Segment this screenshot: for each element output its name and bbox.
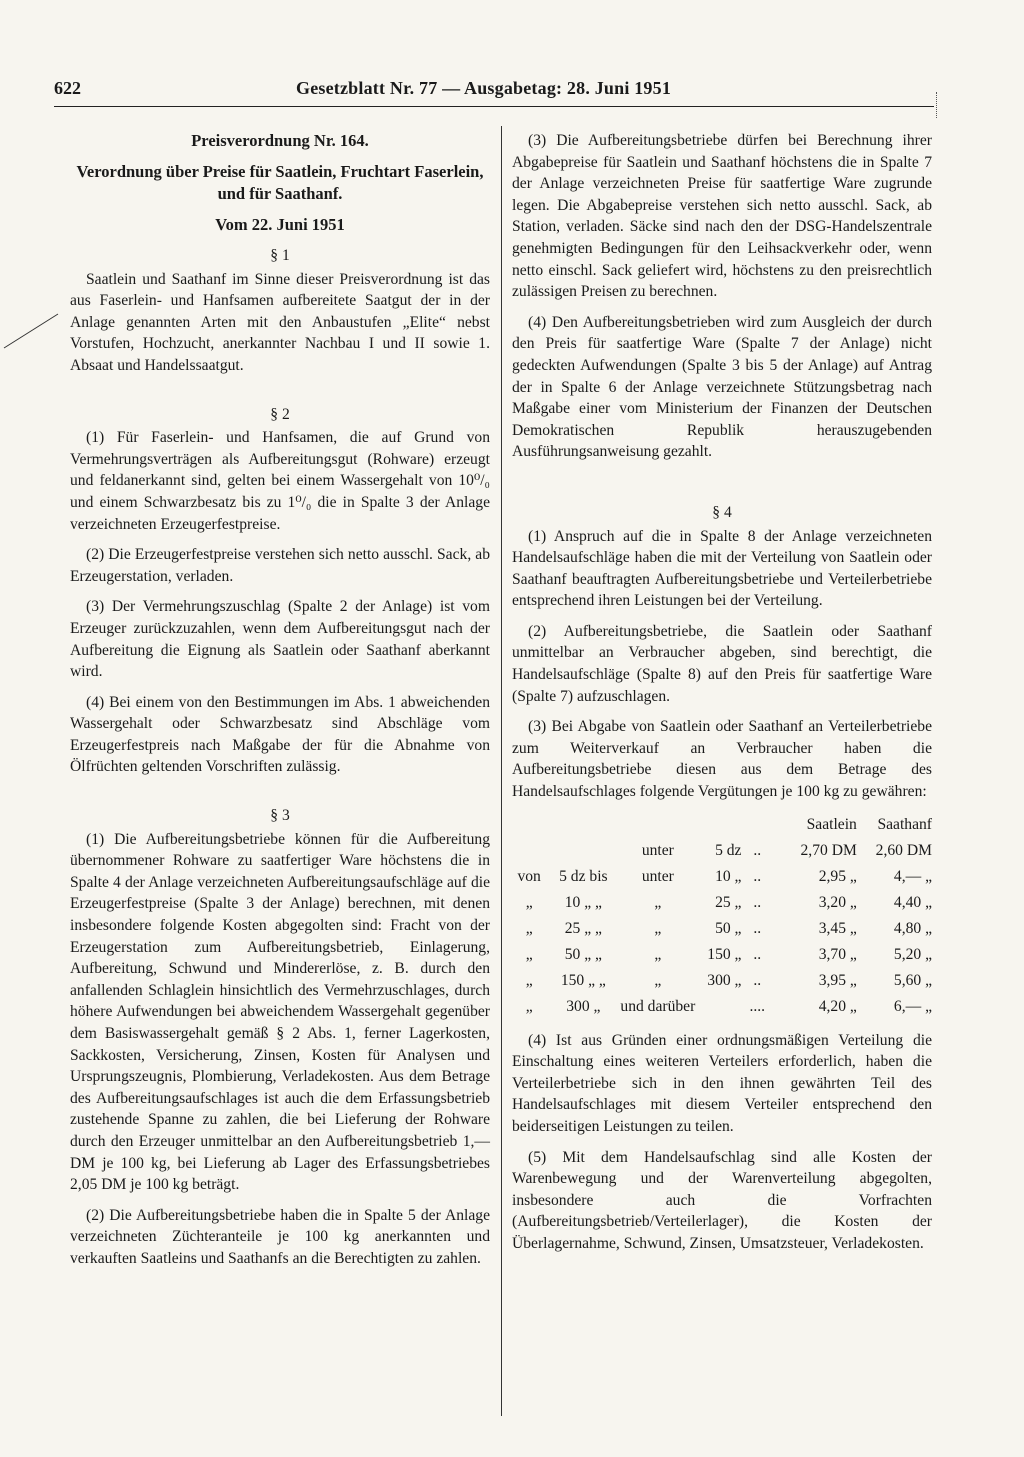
- leader-dots: ....: [749, 997, 766, 1015]
- section-2-paragraph-3: (3) Der Vermehrungszuschlag (Spalte 2 der Anlage) ist vom Erzeuger zurückzuzahlen, wenn dem Aufbereitungsgut nach der Aufbereitung die Eignung als Saatlein oder Saathanf aberkannt wird.: [70, 598, 490, 681]
- range-prefix: „: [525, 919, 533, 937]
- spacer-cell: [773, 864, 782, 890]
- value-saathanf: 6,— „: [893, 997, 932, 1015]
- value-saatlein: 2,95 „: [818, 867, 857, 885]
- range-prefix: „: [525, 971, 533, 989]
- margin-pen-mark: [2, 310, 60, 350]
- value-saathanf: 4,80 „: [893, 919, 932, 937]
- table-body: [512, 838, 932, 1020]
- range-from: 300 „: [566, 997, 601, 1015]
- range-prefix: „: [525, 893, 533, 911]
- leader-dots: ..: [753, 867, 762, 885]
- value-saathanf: 5,20 „: [893, 945, 932, 963]
- section-3-paragraph-4: (4) Den Aufbereitungsbetrieben wird zum Ausgleich der durch den Preis für saatfertige Ware (Spalte 7 der Anlage) nicht gedeckten Aufwendungen (Spalte 3 bis 5 der Anlage) auf Antrag der in Spalte 6 der Anlage verzeichnete Stützungsbetrag nach Maßgabe einer vom Ministerium der Finanzen der Deutschen Demokratischen Republik herauszugebenden Ausführungsanweisung gezahlt.: [512, 313, 932, 461]
- section-2-paragraph-2: (2) Die Erzeugerfestpreise verstehen sich netto ausschl. Sack, ab Erzeugerstation, verladen.: [70, 546, 490, 585]
- value-saathanf: 2,60 DM: [875, 841, 932, 859]
- compensation-table: [512, 812, 932, 1020]
- section-2-paragraph-1: (1) Für Faserlein- und Hanfsamen, die auf Grund von Vermehrungsverträgen als Aufbereitungsgut (Rohware) erzeugt und feldanerkannt sind, gelten bei einem Wassergehalt von 10⁰/₀ und einem Schwarzbesatz bis zu 1⁰/₀ die in Spalte 3 der Anlage verzeichneten Erzeugerfestpreise.: [70, 429, 490, 533]
- section-4-paragraph-2: (2) Aufbereitungsbetriebe, die Saatlein oder Saathanf unmittelbar an Verbraucher abgeben, sind berechtigt, die Handelsaufschläge (Spalte 8) auf den Preis für saatfertige Ware (Spalte 7) aufzuschlagen.: [512, 622, 932, 705]
- ordinance-number: Preisverordnung Nr. 164.: [191, 131, 369, 150]
- range-prefix: [512, 838, 546, 864]
- edge-mark: [936, 92, 941, 118]
- value-saatlein: 3,45 „: [818, 919, 857, 937]
- range-joiner: unter: [641, 841, 674, 859]
- section-4-paragraph-3: (3) Bei Abgabe von Saatlein oder Saathanf an Verteilerbetriebe zum Weiterverkauf an Verbraucher haben die Aufbereitungsbetriebe diesen aus dem Betrage des Handelsaufschlages folgende Vergütungen je 100 kg zu gewähren:: [512, 718, 932, 801]
- range-joiner: „: [654, 919, 662, 937]
- range-prefix: „: [525, 945, 533, 963]
- range-from: 25 „ „: [564, 919, 602, 937]
- range-to: 300 „: [707, 971, 742, 989]
- page-header: [54, 78, 944, 104]
- spacer: [512, 472, 932, 502]
- section-3-paragraph-1: (1) Die Aufbereitungsbetriebe können für die Aufbereitung übernommener Rohware zu saatfertiger Ware höchstens die in Spalte 4 der Anlage verzeichneten Aufbereitungsaufschläge auf die Erzeugerfestpreise (Spalte 3 der Anlage) berechnen, mit denen insbesondere folgende Kosten abgegolten sind: Fracht von der Erzeugerstation zum Aufbereitungsbetrieb, Einlagerung, Aufbereitung, Schwund und Mindererlöse, z. B. durch den anfallenden Schlaglein hinsichtlich des Vermehrzuschlages, durch höhere Aufwendungen bei abweichendem Wassergehalt gegenüber dem Basiswassergehalt gemäß § 2 Abs. 1, ferner Lagerkosten, Sackkosten, Versicherung, Zinsen, Kosten für Analysen und Ursprungszeugnis, Plombierung, Verladekosten. Aus dem Betrage des Aufbereitungsaufschlages ist auch die dem Erfassungsbetrieb zustehende Spanne zu zahlen, die bei Lieferung der Rohware durch den Erzeuger unmittelbar an den Aufbereitungsbetrieb 1,— DM je 100 kg, bei Lieferung ab Lager des Erfassungsbetriebes 2,05 DM je 100 kg beträgt.: [70, 830, 490, 1194]
- value-saathanf: 5,60 „: [893, 971, 932, 989]
- range-prefix: von: [517, 867, 541, 885]
- range-joiner: „: [654, 945, 662, 963]
- range-from: 50 „ „: [564, 945, 602, 963]
- value-saatlein: 3,70 „: [818, 945, 857, 963]
- table-row: [512, 916, 932, 942]
- left-column: [70, 130, 490, 1279]
- range-joiner: und darüber: [620, 997, 696, 1015]
- table-row: [512, 942, 932, 968]
- section-4-paragraph-5: (5) Mit dem Handelsaufschlag sind alle Kosten der Warenbewegung und der Warenverteilung abgegolten, insbesondere auch die Vorfrachten (Aufbereitungsbetrieb/Verteilerlager), die Kosten der Überlagernahme, Schwund, Zinsen, Umsatzsteuer, Verladekosten.: [512, 1148, 932, 1252]
- range-to: 10 „: [715, 867, 742, 885]
- range-to: 50 „: [715, 919, 742, 937]
- value-saathanf: 4,40 „: [893, 893, 932, 911]
- leader-dots: ..: [753, 893, 762, 911]
- section-3-paragraph-2: (2) Die Aufbereitungsbetriebe haben die in Spalte 5 der Anlage verzeichneten Züchteranteile je 100 kg anerkannten und verkauften Saatleins und Saathanfs an die Berechtigten zu zahlen.: [70, 1206, 490, 1267]
- range-from: [546, 838, 620, 864]
- spacer: [70, 386, 490, 404]
- spacer-cell: [773, 890, 782, 916]
- section-1-title: § 1: [270, 247, 290, 264]
- col-header-saatlein: Saatlein: [806, 815, 857, 833]
- section-2-title: § 2: [270, 405, 290, 423]
- page-number: 622: [54, 78, 81, 98]
- table-row: [512, 994, 932, 1020]
- value-saatlein: 3,95 „: [818, 971, 857, 989]
- range-to: 150 „: [707, 945, 742, 963]
- spacer: [70, 787, 490, 805]
- table-header-row: [512, 812, 932, 838]
- section-3-title: § 3: [270, 807, 290, 825]
- leader-dots: ..: [753, 919, 762, 937]
- spacer-cell: [773, 994, 782, 1020]
- range-prefix: „: [525, 997, 533, 1015]
- leader-dots: ..: [753, 971, 762, 989]
- range-joiner: unter: [641, 867, 674, 885]
- range-to: 5 dz: [715, 841, 742, 859]
- spacer-cell: [773, 838, 782, 864]
- range-from: 5 dz bis: [559, 867, 608, 885]
- header-rule: [54, 106, 934, 107]
- section-1-paragraph: Saatlein und Saathanf im Sinne dieser Preisverordnung ist das aus Faserlein- und Hanfsamen aufbereitete Saatgut der in der Anlage genannten Arten mit den Anbaustufen „Elite“ nebst Vorstufen, Hochzucht, anerkannter Nachbau I und II sowie 1. Absaat und Handelssaatgut.: [70, 270, 490, 374]
- table-row: [512, 864, 932, 890]
- section-4-paragraph-1: (1) Anspruch auf die in Spalte 8 der Anlage verzeichneten Handelsaufschläge haben die mit der Verteilung von Saatlein oder Saathanf beauftragten Aufbereitungsbetriebe und Verteilerbetriebe entsprechend ihren Leistungen bei der Verteilung.: [512, 527, 932, 610]
- section-4-title: § 4: [712, 503, 732, 521]
- leader-dots: ..: [753, 945, 762, 963]
- ordinance-date: Vom 22. Juni 1951: [215, 215, 345, 234]
- table-row: [512, 838, 932, 864]
- range-joiner: „: [654, 971, 662, 989]
- column-divider: [501, 126, 502, 1416]
- range-joiner: „: [654, 893, 662, 911]
- section-2-paragraph-4: (4) Bei einem von den Bestimmungen im Abs. 1 abweichenden Wassergehalt oder Schwarzbesatz sind Abschläge vom Erzeugerfestpreis nach Maßgabe der für die Abnahme von Ölfrüchten geltenden Vorschriften zulässig.: [70, 693, 490, 776]
- range-to: [695, 994, 741, 1020]
- value-saatlein: 3,20 „: [818, 893, 857, 911]
- section-4-paragraph-4: (4) Ist aus Gründen einer ordnungsmäßigen Verteilung die Einschaltung eines weiteren Verteilers erforderlich, haben die Verteilerbetriebe sich in den ihnen gewährten Teil des Handelsaufschlages mit diesem Verteiler entsprechend den beiderseitigen Leistungen zu teilen.: [512, 1031, 932, 1135]
- ordinance-title: Verordnung über Preise für Saatlein, Fruchtart Faserlein, und für Saathanf.: [76, 162, 484, 203]
- range-from: 150 „ „: [560, 971, 606, 989]
- spacer-cell: [773, 942, 782, 968]
- right-column: [512, 130, 932, 1264]
- range-from: 10 „ „: [564, 893, 602, 911]
- value-saathanf: 4,— „: [893, 867, 932, 885]
- table-row: [512, 890, 932, 916]
- range-to: 25 „: [715, 893, 742, 911]
- spacer-cell: [773, 916, 782, 942]
- leader-dots: ..: [753, 841, 762, 859]
- header-title: Gesetzblatt Nr. 77 — Ausgabetag: 28. Juni 1951: [296, 78, 672, 98]
- col-header-saathanf: Saathanf: [877, 815, 932, 833]
- value-saatlein: 4,20 „: [818, 997, 857, 1015]
- spacer-cell: [773, 968, 782, 994]
- table-row: [512, 968, 932, 994]
- section-3-paragraph-3: (3) Die Aufbereitungsbetriebe dürfen bei Berechnung ihrer Abgabepreise für Saatlein und Saathanf höchstens die in Spalte 7 der Anlage verzeichneten Preise für saatfertige Ware zugrunde legen. Die Abgabepreise verstehen sich netto ausschl. Sack, ab Station, verladen. Säcke sind nach den der DSG-Handelszentrale genehmigten Bedingungen für den Leihsackverkehr oder, wenn netto einschl. Sack geliefert wird, höchstens zu den preisrechtlich zulässigen Preisen zu berechnen.: [512, 132, 932, 301]
- value-saatlein: 2,70 DM: [800, 841, 857, 859]
